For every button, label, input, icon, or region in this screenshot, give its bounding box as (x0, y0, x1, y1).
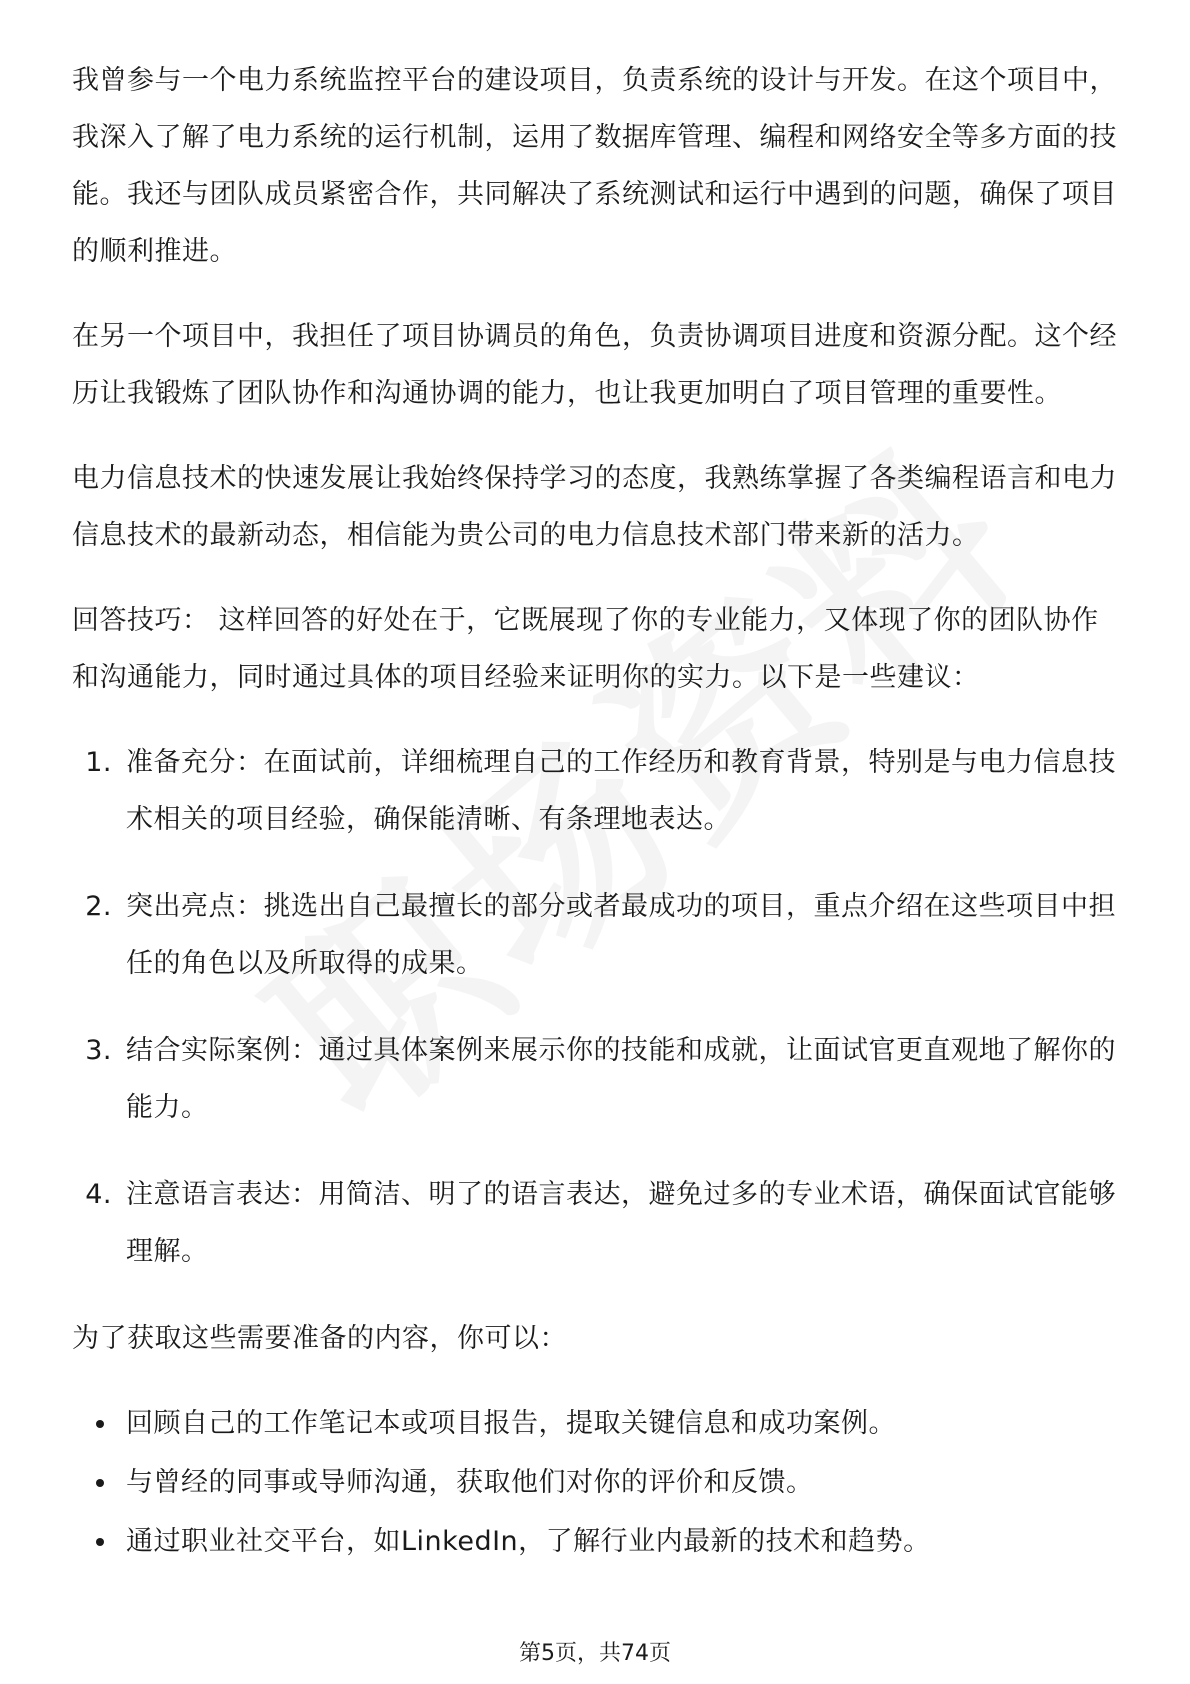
tips-list (72, 734, 1122, 1280)
list-item-text: 回顾自己的工作笔记本或项目报告，提取关键信息和成功案例。 (126, 1408, 896, 1439)
paragraph-project-experience: 我曾参与一个电力系统监控平台的建设项目，负责系统的设计与开发。在这个项目中，我深入了解了电力系统的运行机制，运用了数据库管理、编程和网络安全等多方面的技能。我还与团队成员紧密合作，共同解决了系统测试和运行中遇到的问题，确保了项目的顺利推进。 (72, 65, 1117, 267)
paragraph-answer-tips: 回答技巧： 这样回答的好处在于，它既展现了你的专业能力，又体现了你的团队协作和沟通能力，同时通过具体的项目经验来证明你的实力。以下是一些建议： (72, 605, 1099, 693)
list-item-text: 通过职业社交平台，如LinkedIn，了解行业内最新的技术和趋势。 (126, 1526, 931, 1557)
paragraph-prep-intro: 为了获取这些需要准备的内容，你可以： (72, 1323, 567, 1354)
list-item (126, 1454, 1122, 1511)
list-item (85, 878, 1122, 992)
bullet-icon (96, 1479, 104, 1487)
list-item (126, 1513, 1122, 1570)
list-number: 3. (85, 1035, 112, 1066)
list-item (85, 734, 1122, 848)
list-number: 2. (85, 891, 112, 922)
list-number: 1. (85, 747, 112, 778)
bullet-icon (96, 1420, 104, 1428)
list-number: 4. (85, 1179, 112, 1210)
list-item-text: 与曾经的同事或导师沟通，获取他们对你的评价和反馈。 (126, 1467, 814, 1498)
list-item (126, 1395, 1122, 1452)
list-item (85, 1022, 1122, 1136)
bullet-icon (96, 1538, 104, 1546)
page-number-footer: 第5页，共74页 (519, 1641, 671, 1666)
document-body (72, 52, 1122, 1572)
list-item-text: 结合实际案例：通过具体案例来展示你的技能和成就，让面试官更直观地了解你的能力。 (126, 1035, 1116, 1123)
paragraph-continuous-learning: 电力信息技术的快速发展让我始终保持学习的态度，我熟练掌握了各类编程语言和电力信息技术的最新动态，相信能为贵公司的电力信息技术部门带来新的活力。 (72, 463, 1117, 551)
list-item (85, 1166, 1122, 1280)
list-item-text: 准备充分：在面试前，详细梳理自己的工作经历和教育背景，特别是与电力信息技术相关的项目经验，确保能清晰、有条理地表达。 (126, 747, 1116, 835)
prep-list (72, 1395, 1122, 1570)
list-item-text: 注意语言表达：用简洁、明了的语言表达，避免过多的专业术语，确保面试官能够理解。 (126, 1179, 1116, 1267)
list-item-text: 突出亮点：挑选出自己最擅长的部分或者最成功的项目，重点介绍在这些项目中担任的角色以及所取得的成果。 (126, 891, 1116, 979)
paragraph-coordinator-role: 在另一个项目中，我担任了项目协调员的角色，负责协调项目进度和资源分配。这个经历让我锻炼了团队协作和沟通协调的能力，也让我更加明白了项目管理的重要性。 (72, 321, 1117, 409)
